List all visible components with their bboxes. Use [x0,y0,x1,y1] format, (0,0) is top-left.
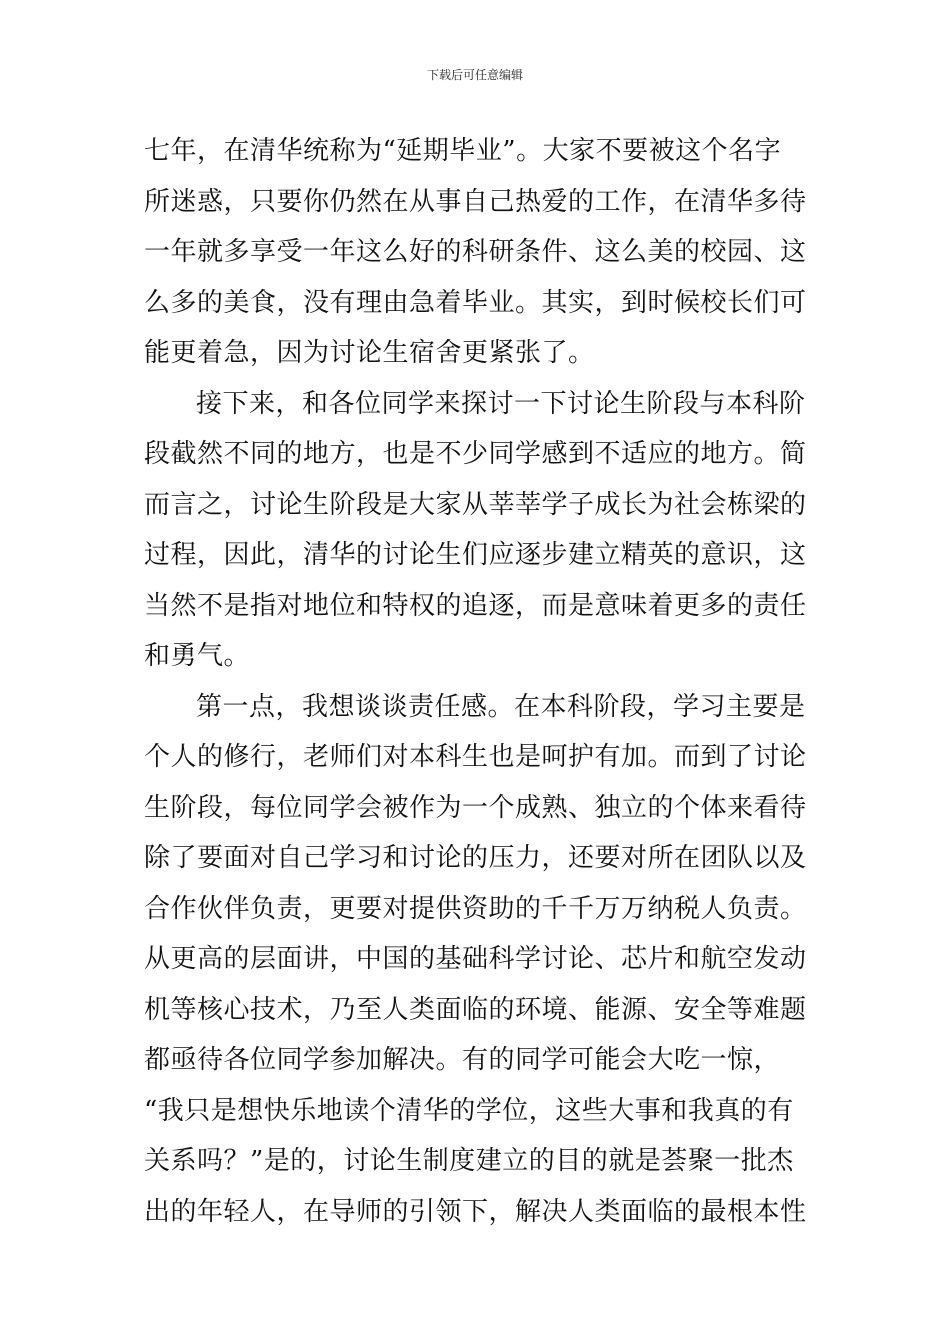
text-line: 和勇气。 [144,641,251,671]
paragraph-start-line: 接下来，和各位同学来探讨一下讨论生阶段与本科阶 [196,388,806,419]
text-line: 七年，在清华统称为“延期毕业”。大家不要被这个名字 [144,136,782,166]
text-line: 当然不是指对地位和特权的追逐，而是意味着更多的责任 [144,590,807,621]
text-line: 过程，因此，清华的讨论生们应逐步建立精英的意识，这 [144,540,807,570]
text-line: 生阶段，每位同学会被作为一个成熟、独立的个体来看待 [144,792,807,823]
text-line: 除了要面对自己学习和讨论的压力，还要对所在团队以及 [144,843,807,873]
text-line: 关系吗？”是的，讨论生制度建立的目的就是荟聚一批杰 [144,1146,794,1176]
paragraph-start-line: 第一点，我想谈谈责任感。在本科阶段，学习主要是 [196,691,806,722]
text-line: 么多的美食，没有理由急着毕业。其实，到时候校长们可 [144,287,807,318]
text-line: “我只是想快乐地读个清华的学位，这些大事和我真的有 [144,1095,794,1126]
text-line: 都亟待各位同学参加解决。有的同学可能会大吃一惊， [144,1045,781,1075]
text-line: 个人的修行，老师们对本科生也是呵护有加。而到了讨论 [144,742,807,772]
document-body [144,126,809,1237]
text-line: 合作伙伴负责，更要对提供资助的千千万万纳税人负责。 [144,893,807,924]
text-line: 能更着急，因为讨论生宿舍更紧张了。 [144,338,595,368]
text-line: 机等核心技术，乃至人类面临的环境、能源、安全等难题 [144,994,807,1025]
text-line: 所迷惑，只要你仍然在从事自己热爱的工作，在清华多待 [144,186,807,217]
text-line: 出的年轻人，在导师的引领下，解决人类面临的最根本性 [144,1196,807,1227]
text-line: 从更高的层面讲，中国的基础科学讨论、芯片和航空发动 [144,944,807,974]
text-line: 而言之，讨论生阶段是大家从莘莘学子成长为社会栋梁的 [144,489,807,520]
text-line: 段截然不同的地方，也是不少同学感到不适应的地方。简 [144,439,807,469]
page-header: 下载后可任意编辑 [426,68,523,82]
text-line: 一年就多享受一年这么好的科研条件、这么美的校园、这 [144,237,807,267]
